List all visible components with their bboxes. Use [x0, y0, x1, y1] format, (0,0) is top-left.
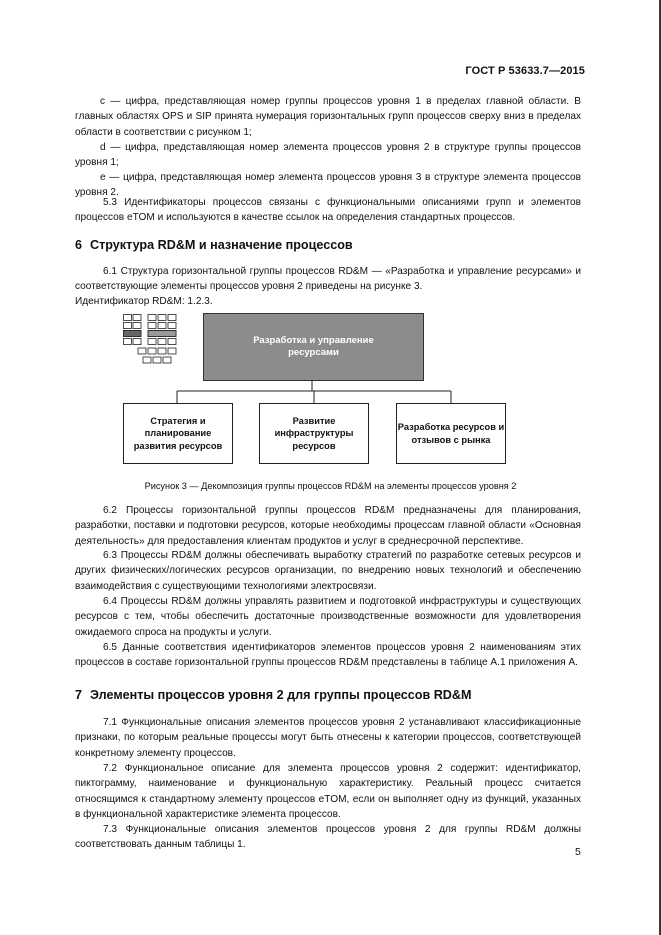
identifier-line: Идентификатор RD&M: 1.2.3.	[75, 296, 213, 307]
subprocess-box-2	[259, 403, 369, 464]
list-item-c: c — цифра, представляющая номер группы процессов уровня 1 в пределах главной области. В главных областях OPS и SIP принята нумерация горизонтальных групп процессов сверху вниз в пределах области в соответствии с рисунком 1;	[75, 96, 581, 138]
main-process-label: Разработка и управление ресурсами	[253, 335, 374, 358]
section-6-number: 6	[75, 238, 83, 252]
paragraph-7-3: 7.3 Функциональные описания элементов процессов уровня 2 для группы RD&M должны соответствовать данным таблицы 1.	[75, 824, 581, 851]
paragraph-6-2: 6.2 Процессы горизонтальной группы процессов RD&M предназначены для планирования, разработки, поставки и подготовки ресурсов, которые необходимы процессам главной области «Основная деятельность» для предоставления клиентам продуктов и услуг в среднесрочной перспективе.	[75, 505, 581, 547]
paragraph-6-4: 6.4 Процессы RD&M должны управлять развитием и подготовкой инфраструктуры и существующих ресурсов с тем, чтобы обеспечить достаточные производственные возможности для удовлетворения ожидаемого спроса на продукты и услуги.	[75, 596, 581, 638]
paragraph-6-5: 6.5 Данные соответствия идентификаторов элементов процессов уровня 2 наименованиям этих процессов в составе горизонтальной группы процессов RD&M представлены в таблице А.1 приложения А.	[75, 642, 581, 669]
subprocess-label-3: Разработка ресурсов и отзывов с рынка	[397, 422, 505, 445]
section-6-title: Структура RD&M и назначение процессов	[90, 238, 353, 252]
figure-caption: Рисунок 3 — Декомпозиция группы процессов RD&M на элементы процессов уровня 2	[144, 481, 517, 491]
subprocess-label-2: Развитие инфраструктуры ресурсов	[274, 416, 354, 451]
section-7-number: 7	[75, 688, 83, 702]
page-number: 5	[575, 846, 581, 858]
paragraph-6-3: 6.3 Процессы RD&M должны обеспечивать выработку стратегий по разработке сетевых ресурсов и других физических/логических ресурсов организации, по внедрению новых технологий и обеспечению взаимодействия с существующими технологиями электросвязи.	[75, 550, 581, 592]
subprocess-box-3	[396, 403, 506, 464]
subprocess-box-1	[123, 403, 233, 464]
section-7-title: Элементы процессов уровня 2 для группы процессов RD&M	[90, 688, 472, 702]
document-code: ГОСТ Р 53633.7—2015	[465, 65, 585, 77]
list-item-d: d — цифра, представляющая номер элемента процессов уровня 2 в структуре группы процессов уровня 1;	[75, 142, 581, 169]
paragraph-6-1: 6.1 Структура горизонтальной группы процессов RD&M — «Разработка и управление ресурсами» и соответствующие элементы процессов уровня 2 приведены на рисунке 3.	[75, 266, 581, 293]
list-item-e: e — цифра, представляющая номер элемента процессов уровня 3 в структуре элемента процессов уровня 2.	[75, 172, 581, 199]
section-7-heading	[75, 688, 472, 702]
paragraph-7-1: 7.1 Функциональные описания элементов процессов уровня 2 устанавливают классификационные признаки, по которым реальные процессы могут быть отнесены к категории процессов, соответствующей конкретному элементу процессов.	[75, 717, 581, 759]
paragraph-5-3: 5.3 Идентификаторы процессов связаны с функциональными описаниями групп и элементов процессов eTOM и используются в качестве ссылок на определения стандартных процессов.	[75, 197, 581, 224]
subprocess-label-1: Стратегия и планирование развития ресурсов	[133, 416, 223, 451]
paragraph-7-2: 7.2 Функциональное описание для элемента процессов уровня 2 содержит: идентификатор, пиктограмму, наименование и функциональную характеристику. Реальный процесс считается относящимся к стандартному элементу процессов eTOM, если он выполняет одну из функций, указанных в функциональной характеристике элемента процессов.	[75, 763, 581, 820]
